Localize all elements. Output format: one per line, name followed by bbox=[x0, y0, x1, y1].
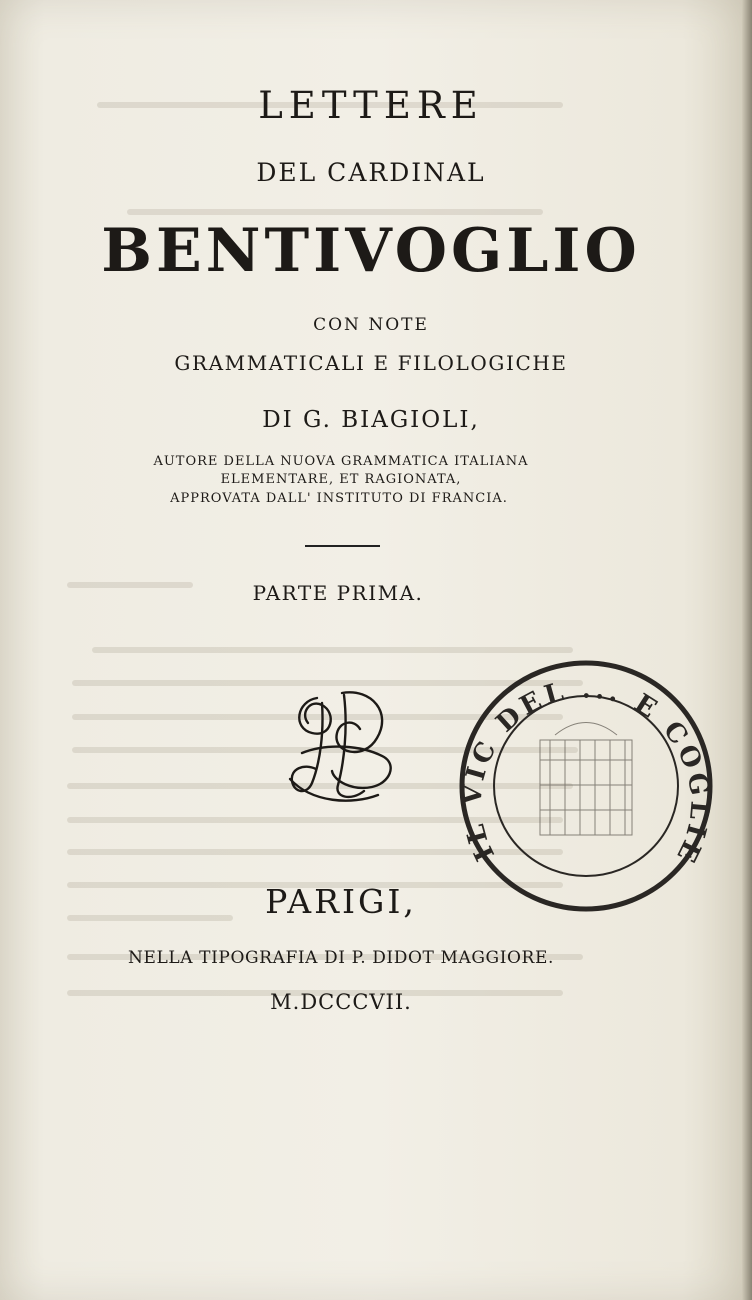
page-edge bbox=[742, 0, 752, 1300]
title-line-2: DEL CARDINAL bbox=[256, 158, 486, 187]
subtitle-line-1: CON NOTE bbox=[313, 315, 429, 335]
author-description-line-1: AUTORE DELLA NUOVA GRAMMATICA ITALIANA bbox=[153, 454, 529, 469]
author-description-line-3: APPROVATA DALL' INSTITUTO DI FRANCIA. bbox=[170, 491, 508, 506]
author-line: DI G. BIAGIOLI, bbox=[262, 407, 480, 433]
imprint-year: M.DCCCVII. bbox=[270, 990, 412, 1014]
stamp-text: IL VIC DEL ... E COGLIE bbox=[457, 674, 715, 870]
title-line-3: BENTIVOGLIO bbox=[101, 216, 641, 286]
author-description-line-2: ELEMENTARE, ET RAGIONATA, bbox=[220, 472, 462, 487]
imprint-printer: NELLA TIPOGRAFIA DI P. DIDOT MAGGIORE. bbox=[128, 948, 554, 968]
monogram-ornament-icon bbox=[282, 683, 400, 808]
part-heading: PARTE PRIMA. bbox=[252, 581, 424, 605]
subtitle-line-2: GRAMMATICALI E FILOLOGICHE bbox=[174, 351, 568, 375]
library-stamp-icon bbox=[455, 655, 717, 917]
title-line-1: LETTERE bbox=[258, 84, 484, 127]
imprint-city: PARIGI, bbox=[265, 882, 417, 921]
divider-rule bbox=[305, 545, 380, 547]
